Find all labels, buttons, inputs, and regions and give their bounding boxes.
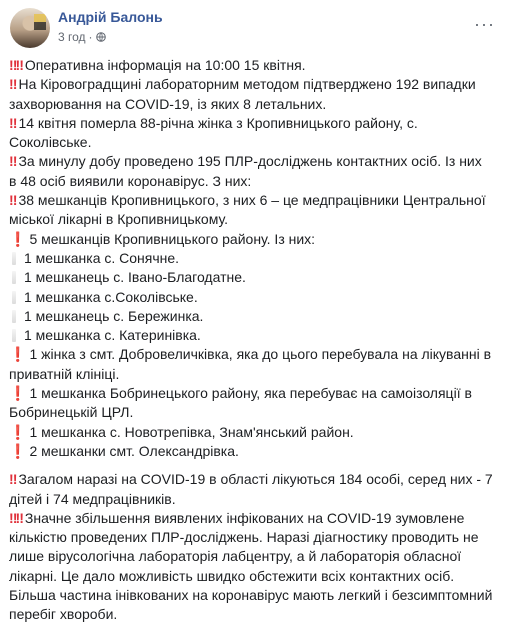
post-line bbox=[9, 152, 497, 171]
bullet-icon bbox=[12, 271, 16, 284]
author-avatar[interactable] bbox=[10, 8, 50, 48]
line-text: міської лікарні в Кропивницькому. bbox=[9, 211, 228, 228]
post-line bbox=[9, 490, 497, 509]
exclamation-icon: ❗ bbox=[9, 230, 27, 247]
double-exclamation-icon: ‼‼ bbox=[9, 509, 22, 526]
post-line bbox=[9, 75, 497, 94]
line-text: перебіг хвороби. bbox=[9, 606, 118, 623]
line-text: 1 мешканка с. Катеринівка. bbox=[24, 327, 201, 344]
line-text: Соколівське. bbox=[9, 134, 92, 151]
double-exclamation-icon: ‼ bbox=[9, 114, 16, 131]
line-text: дітей і 74 медпрацівників. bbox=[9, 490, 176, 507]
line-text: 1 мешканка с. Сонячне. bbox=[24, 249, 180, 266]
post-line bbox=[9, 384, 497, 403]
line-text: За минулу добу проведено 195 ПЛР-досліджень контактних осіб. Із них bbox=[18, 153, 482, 170]
post-line bbox=[9, 288, 497, 307]
post-line bbox=[9, 567, 497, 586]
exclamation-icon: ❗ bbox=[9, 442, 27, 459]
line-text: 1 мешканка с. Новотрепівка, Знам'янський район. bbox=[29, 423, 354, 440]
post-line bbox=[9, 249, 497, 268]
flag-decoration bbox=[34, 14, 46, 30]
post-time[interactable]: 3 год bbox=[58, 30, 86, 44]
post-line bbox=[9, 345, 497, 364]
line-text: Бобринецькій ЦРЛ. bbox=[9, 404, 134, 421]
post-line bbox=[9, 470, 497, 489]
line-text: лише вірусологічна лабораторія лабцентру, а й лабораторія обласної bbox=[9, 548, 462, 565]
line-text: лікарні. Це дало можливість швидко обстежити всіх контактних осіб. bbox=[9, 567, 455, 584]
bullet-icon bbox=[12, 291, 16, 304]
line-text: кількістю проведених ПЛР-досліджень. Наразі діагностику проводить не bbox=[9, 529, 479, 546]
post-line bbox=[9, 586, 497, 605]
post-line bbox=[9, 528, 497, 547]
post-line bbox=[9, 172, 497, 191]
line-text: 2 мешканки смт. Олександрівка. bbox=[29, 442, 239, 459]
line-text: 1 мешканець с. Бережинка. bbox=[24, 307, 204, 324]
post-line bbox=[9, 365, 497, 384]
author-name[interactable]: Андрій Балонь bbox=[58, 9, 163, 25]
post-meta bbox=[58, 30, 106, 44]
line-text: Оперативна інформація на 10:00 15 квітня. bbox=[24, 57, 306, 73]
post-line bbox=[9, 210, 497, 229]
line-text: 1 жінка з смт. Добровеличківка, яка до цього перебувала на лікуванні в bbox=[29, 346, 492, 363]
bullet-icon bbox=[12, 310, 16, 323]
double-exclamation-icon: ‼ bbox=[9, 471, 16, 488]
paragraph-gap bbox=[9, 461, 497, 470]
exclamation-icon: ❗ bbox=[9, 346, 27, 363]
post-line bbox=[9, 442, 497, 461]
post-line bbox=[9, 423, 497, 442]
line-text: Значне збільшення виявлених інфікованих на COVID-19 зумовлене bbox=[24, 509, 465, 526]
post-line bbox=[9, 56, 497, 75]
post-line bbox=[9, 133, 497, 152]
post-line bbox=[9, 95, 497, 114]
globe-icon[interactable] bbox=[96, 32, 106, 42]
double-exclamation-icon: ‼ bbox=[9, 192, 16, 209]
post-line bbox=[9, 403, 497, 422]
post-line bbox=[9, 191, 497, 210]
bullet-icon bbox=[12, 329, 16, 342]
more-icon[interactable]: ··· bbox=[474, 14, 495, 34]
line-text: 1 мешканець с. Івано-Благодатне. bbox=[24, 269, 246, 286]
line-text: 1 мешканка с.Соколівське. bbox=[24, 288, 198, 305]
post-line bbox=[9, 605, 497, 624]
double-exclamation-icon: ‼ bbox=[9, 76, 16, 93]
line-text: На Кіровоградщині лабораторним методом підтверджено 192 випадки bbox=[18, 76, 476, 93]
line-text: Більша частина інівкованих на коронавірус мають легкий і безсимптомний bbox=[9, 587, 493, 604]
line-text: Загалом наразі на COVID-19 в області лікуються 184 особі, серед них - 7 bbox=[18, 471, 493, 488]
line-text: 14 квітня померла 88-річна жінка з Кропивницького району, с. bbox=[18, 114, 418, 131]
meta-separator: · bbox=[88, 30, 93, 44]
post-line bbox=[9, 114, 497, 133]
line-text: приватній клініці. bbox=[9, 365, 120, 382]
post-line bbox=[9, 326, 497, 345]
post-header bbox=[10, 8, 495, 52]
exclamation-icon: ❗ bbox=[9, 385, 27, 402]
post-line bbox=[9, 268, 497, 287]
post-line bbox=[9, 509, 497, 528]
line-text: 38 мешканців Кропивницького, з них 6 – це медпрацівники Центральної bbox=[18, 192, 486, 209]
line-text: 1 мешканка Бобринецького району, яка перебуває на самоізоляції в bbox=[29, 385, 472, 402]
double-exclamation-icon: ‼ bbox=[9, 153, 16, 170]
exclamation-icon: ❗ bbox=[9, 423, 27, 440]
post-line bbox=[9, 547, 497, 566]
post-line bbox=[9, 307, 497, 326]
post-line bbox=[9, 230, 497, 249]
post-body bbox=[9, 56, 497, 625]
line-text: в 48 осіб виявили коронавірус. З них: bbox=[9, 172, 252, 189]
line-text: захворювання на COVID-19, із яких 8 летальних. bbox=[9, 95, 327, 112]
line-text: 5 мешканців Кропивницького району. Із них: bbox=[29, 230, 316, 247]
bullet-icon bbox=[12, 252, 16, 265]
double-exclamation-icon: ‼‼ bbox=[9, 57, 22, 73]
